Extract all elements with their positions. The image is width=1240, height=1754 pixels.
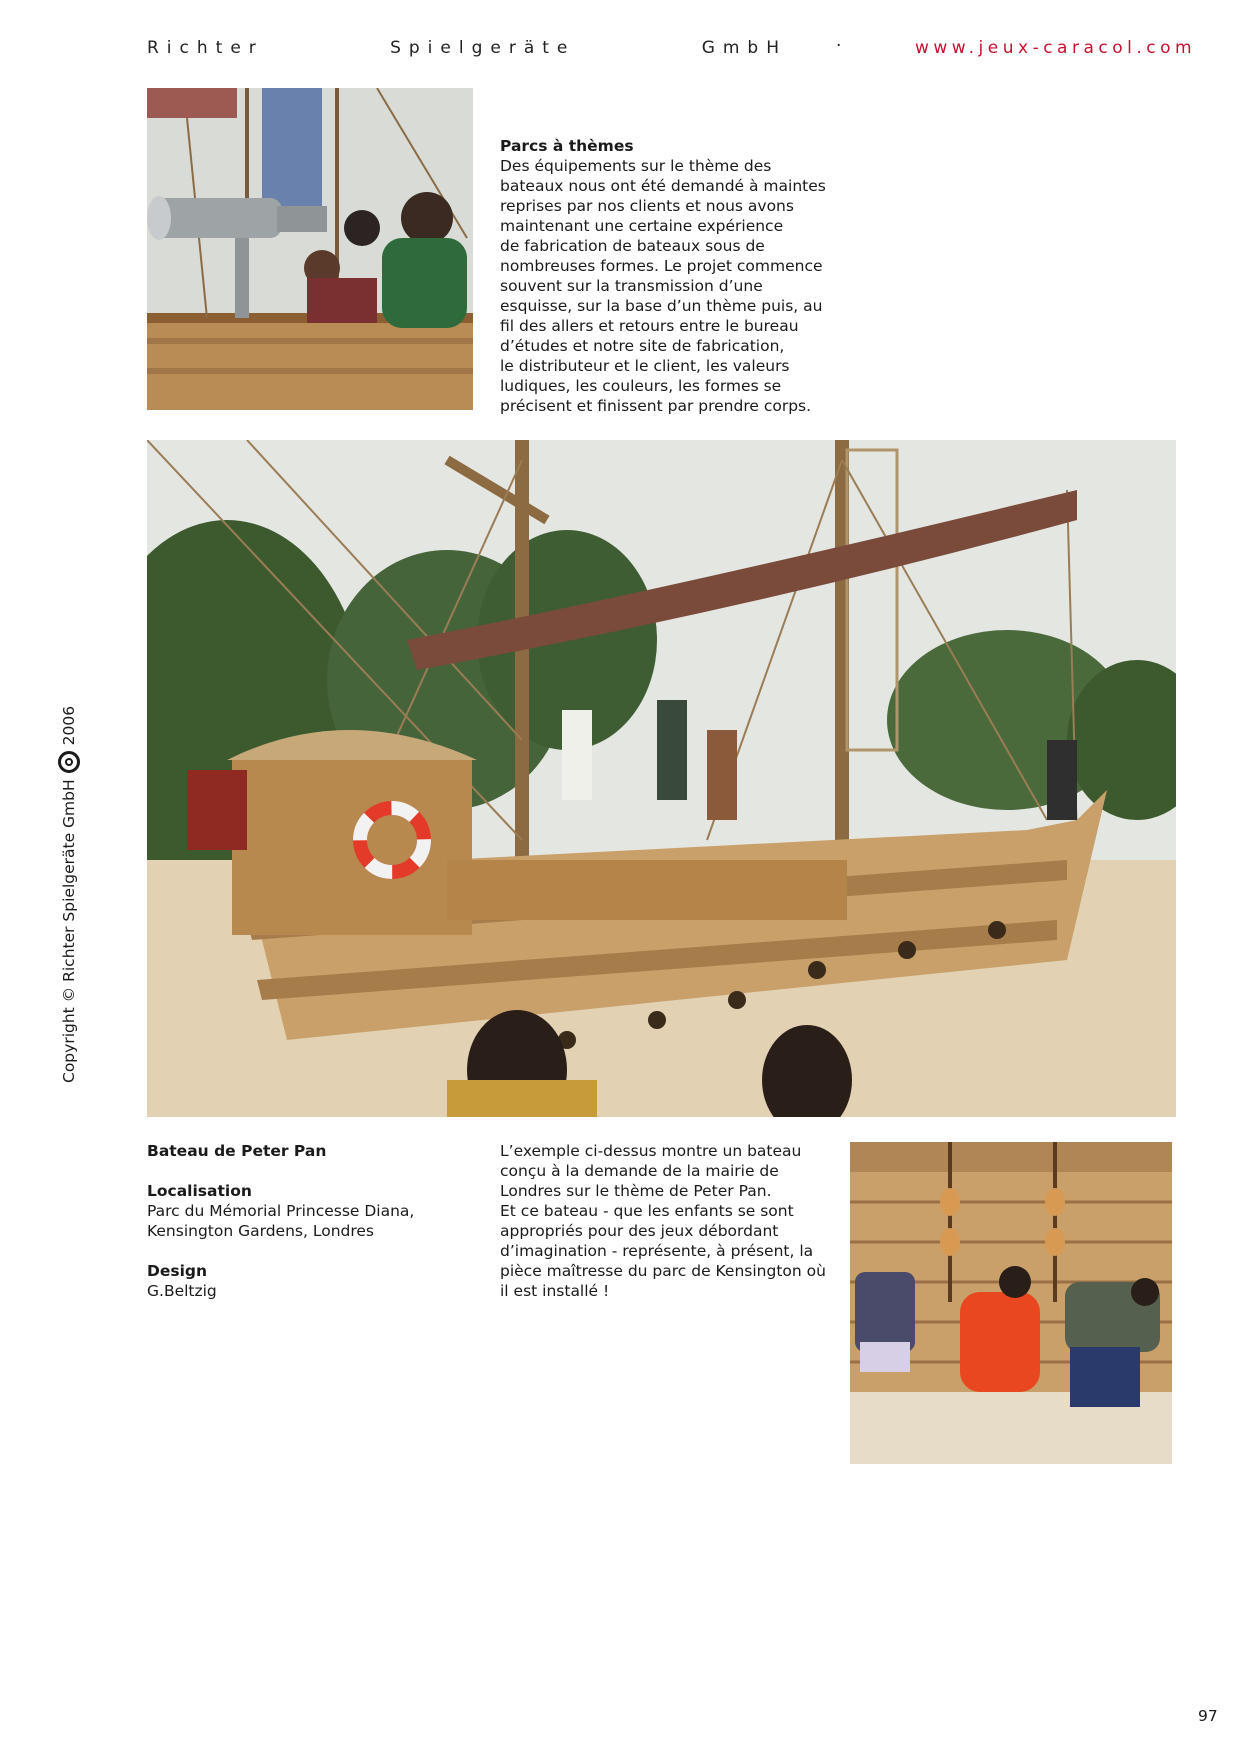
- header-separator: ·: [836, 36, 842, 56]
- designer-name: G.Beltzig: [147, 1282, 217, 1300]
- header-company-name: [147, 38, 787, 58]
- intro-line: bateaux nous ont été demandé à maintes: [500, 177, 826, 195]
- header-website-link[interactable]: www.jeux-caracol.com: [915, 38, 1197, 58]
- intro-line: nombreuses formes. Le projet commence: [500, 257, 823, 275]
- intro-line: fil des allers et retours entre le bureau: [500, 317, 799, 335]
- description-line: d’imagination - représente, à présent, la: [500, 1242, 814, 1260]
- location-label: Localisation: [147, 1182, 252, 1200]
- header-word: Spielgeräte: [390, 38, 576, 58]
- intro-line: ludiques, les couleurs, les formes se: [500, 377, 782, 395]
- intro-line: esquisse, sur la base d’un thème puis, au: [500, 297, 823, 315]
- location-line: Kensington Gardens, Londres: [147, 1222, 374, 1240]
- intro-line: Des équipements sur le thème des: [500, 157, 772, 175]
- header-word: GmbH: [701, 38, 787, 58]
- snail-logo-icon: [58, 751, 80, 773]
- photo-telescope-children: [147, 88, 473, 410]
- copyright-notice: [58, 703, 80, 1083]
- copyright-text: Copyright © Richter Spielgeräte GmbH: [60, 779, 78, 1083]
- description-line: Londres sur le thème de Peter Pan.: [500, 1182, 772, 1200]
- location-line: Parc du Mémorial Princesse Diana,: [147, 1202, 415, 1220]
- intro-line: le distributeur et le client, les valeurs: [500, 357, 790, 375]
- description-line: Et ce bateau - que les enfants se sont: [500, 1202, 794, 1220]
- description-line: conçu à la demande de la mairie de: [500, 1162, 779, 1180]
- intro-title: Parcs à thèmes: [500, 137, 634, 155]
- intro-section: [500, 136, 840, 416]
- intro-line: souvent sur la transmission d’une: [500, 277, 763, 295]
- description-line: appropriés pour des jeux débordant: [500, 1222, 779, 1240]
- project-title: Bateau de Peter Pan: [147, 1142, 327, 1160]
- intro-line: reprises par nos clients et nous avons: [500, 197, 794, 215]
- photo-peter-pan-ship: [147, 440, 1176, 1117]
- photo-children-peeking: [850, 1142, 1172, 1464]
- header-word: Richter: [147, 38, 264, 58]
- description-line: pièce maîtresse du parc de Kensington où: [500, 1262, 826, 1280]
- page-number: 97: [1198, 1707, 1218, 1725]
- copyright-year: 2006: [60, 705, 78, 746]
- design-label: Design: [147, 1262, 208, 1280]
- intro-line: précisent et finissent par prendre corps.: [500, 397, 812, 415]
- intro-line: maintenant une certaine expérience: [500, 217, 784, 235]
- project-info: [147, 1141, 467, 1301]
- description-line: il est installé !: [500, 1282, 610, 1300]
- intro-line: d’études et notre site de fabrication,: [500, 337, 785, 355]
- intro-line: de fabrication de bateaux sous de: [500, 237, 765, 255]
- description-line: L’exemple ci-dessus montre un bateau: [500, 1142, 802, 1160]
- description-section: [500, 1141, 840, 1301]
